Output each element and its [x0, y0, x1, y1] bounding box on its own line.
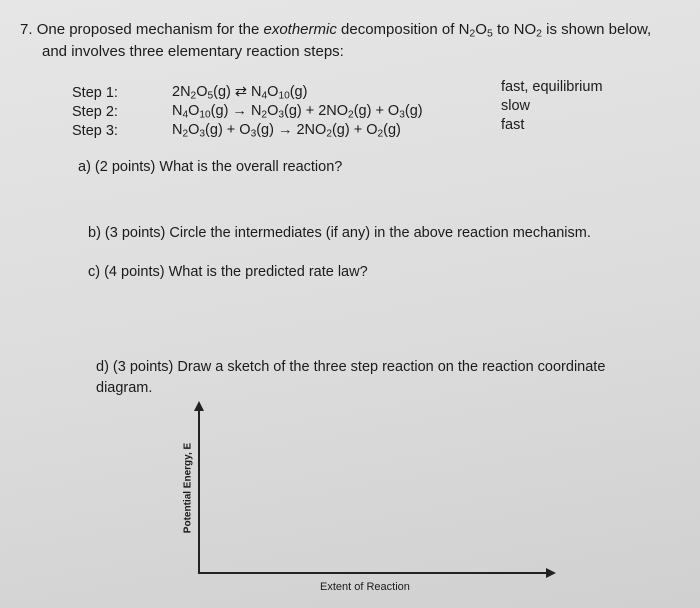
equation-text: 2N: [172, 84, 191, 100]
equation-text: O: [267, 84, 279, 100]
equation-subscript: 2: [377, 128, 384, 140]
equation-subscript: 3: [199, 128, 206, 140]
equation-subscript: 3: [399, 109, 405, 121]
header-text: to NO: [492, 21, 537, 38]
subscript: 2: [536, 27, 542, 40]
header-text: decomposition of N: [336, 21, 470, 38]
equation-subscript: 4: [182, 109, 189, 121]
equation-text: N: [172, 122, 183, 138]
step-2-equation: [172, 104, 423, 119]
x-axis: [200, 572, 548, 574]
equation-text: (g) → N: [210, 103, 262, 119]
equation-subscript: 3: [250, 128, 257, 140]
equation-text: (g) + O: [353, 103, 400, 119]
equation-text: (g) → 2NO: [256, 122, 327, 138]
equation-text: (g) ⇄ N: [213, 84, 262, 100]
equation-text: (g) + 2NO: [283, 103, 349, 119]
step-2-label: Step 2:: [72, 104, 118, 120]
part-c-question: c) (4 points) What is the predicted rate law?: [88, 264, 368, 280]
equation-text: O: [188, 103, 200, 119]
equation-subscript: 3: [278, 109, 284, 121]
step-2-note: slow: [501, 98, 531, 114]
equation-text: (g) + O: [205, 122, 251, 138]
part-a-question: a) (2 points) What is the overall reaction?: [78, 159, 343, 175]
x-axis-arrow-icon: [546, 568, 556, 578]
step-1-note: fast, equilibrium: [501, 79, 603, 95]
equation-subscript: 5: [207, 90, 214, 102]
x-axis-label: Extent of Reaction: [320, 581, 410, 593]
step-3-label: Step 3:: [72, 123, 118, 139]
equation-subscript: 2: [182, 128, 189, 140]
step-1-equation: [172, 85, 307, 100]
equation-text: (g) + O: [331, 122, 378, 138]
step-3-equation: [172, 123, 401, 138]
equation-subscript: 2: [326, 128, 332, 140]
header-text: One proposed mechanism for the: [36, 21, 264, 38]
equation-text: O: [267, 103, 279, 119]
subscript: 5: [486, 27, 493, 40]
equation-text: (g): [289, 84, 308, 100]
step-3-note: fast: [501, 117, 525, 133]
step-1-label: Step 1:: [72, 85, 118, 101]
part-d-question-line2: diagram.: [96, 380, 153, 396]
question-number: 7.: [20, 21, 33, 38]
equation-subscript: 10: [199, 109, 211, 121]
y-axis-label: Potential Energy, E: [182, 442, 194, 534]
equation-text: (g): [383, 122, 401, 138]
equation-subscript: 4: [261, 90, 268, 102]
equation-subscript: 10: [278, 90, 290, 102]
question-header-line1: [20, 21, 652, 40]
equation-text: O: [196, 84, 208, 100]
part-d-question-line1: d) (3 points) Draw a sketch of the three step reaction on the reaction coordinate: [96, 359, 606, 375]
equation-subscript: 2: [348, 109, 354, 121]
equation-subscript: 2: [261, 109, 268, 121]
equation-text: (g): [404, 103, 423, 119]
question-header-line2: and involves three elementary reaction steps:: [42, 43, 344, 60]
equation-text: O: [188, 122, 200, 138]
header-emphasis: exothermic: [263, 21, 337, 38]
equation-subscript: 2: [190, 90, 197, 102]
subscript: 2: [469, 27, 476, 40]
header-text: is shown below,: [541, 21, 652, 38]
y-axis: [198, 410, 200, 574]
part-b-question: b) (3 points) Circle the intermediates (if any) in the above reaction mechanism.: [88, 225, 591, 241]
header-text: O: [475, 21, 487, 38]
equation-text: N: [172, 103, 183, 119]
y-axis-arrow-icon: [194, 401, 204, 411]
